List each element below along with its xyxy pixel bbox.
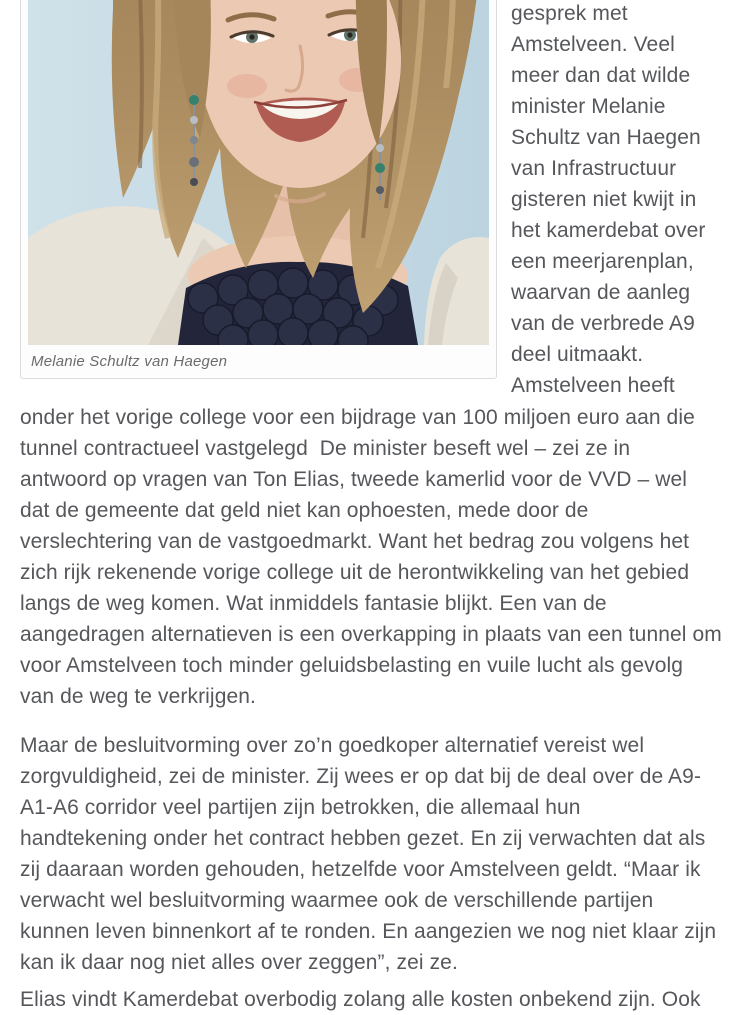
text-line: zich rijk rekenende vorige college uit de herontwikkeling van het gebied [20,561,690,584]
text-line: kunnen leven binnenkort af te ronden. En aangezien we nog niet klaar zijn [20,920,717,943]
text-line: zij daaraan worden gehouden, hetzelfde voor Amstelveen geldt. “Maar ik [20,858,701,881]
text-line: gisteren niet kwijt in [511,188,697,211]
text-line: zorgvuldigheid, zei de minister. Zij wees er op dat bij de deal over de A9- [20,765,702,788]
text-line: voor Amstelveen toch minder geluidsbelasting en vuile lucht als gevolg [20,654,684,677]
photo-figure [20,0,497,379]
text-line: van de weg te verkrijgen. [20,685,256,708]
paragraph-1 [20,402,725,712]
text-line: aangedragen alternatieven is een overkapping in plaats van een tunnel om [20,623,722,646]
text-line: Elias vindt Kamerdebat overbodig zolang alle kosten onbekend zijn. Ook [20,988,701,1011]
photo-caption: Melanie Schultz van Haegen [31,353,228,370]
text-line: Amstelveen heeft [511,374,675,397]
text-line: een meerjarenplan, [511,250,694,273]
text-line: Schultz van Haegen [511,126,701,149]
text-line: langs de weg komen. Wat inmiddels fantasie blijkt. Een van de [20,592,607,615]
text-line: meer dan dat wilde [511,64,691,87]
text-line: Maar de besluitvorming over zo’n goedkoper alternatief vereist wel [20,734,645,757]
text-line: handtekening onder het contract hebben gezet. En zij verwachten dat als [20,827,706,850]
text-line: onder het vorige college voor een bijdrage van 100 miljoen euro aan die [20,406,695,429]
earring-right [375,138,385,200]
text-line: Amstelveen. Veel [511,33,675,56]
text-line: kan ik daar nog niet alles over zeggen”, zei ze. [20,951,458,974]
text-line: A1-A6 corridor veel partijen zijn betrokken, die allemaal hun [20,796,581,819]
text-line: verslechtering van de vastgoedmarkt. Want het bedrag zou volgens het [20,530,690,553]
text-line: dat de gemeente dat geld niet kan ophoesten, mede door de [20,499,589,522]
text-line: het kamerdebat over [511,219,706,242]
text-line: tunnel contractueel vastgelegd De minister beseft wel – zei ze in [20,437,631,460]
text-line: deel uitmaakt. [511,343,644,366]
text-line: waarvan de aanleg [511,281,691,304]
text-line: verwacht wel besluitvorming waarmee ook de verschillende partijen [20,889,654,912]
text-line: van Infrastructuur [511,157,677,180]
text-line: antwoord op vragen van Ton Elias, tweede kamerlid voor de VVD – wel [20,468,688,491]
text-line: gesprek met [511,2,628,25]
paragraph-2 [20,730,725,978]
text-column-beside-photo [511,0,726,401]
text-line: minister Melanie [511,95,666,118]
text-line: van de verbrede A9 [511,312,695,335]
portrait-photo [28,0,489,345]
